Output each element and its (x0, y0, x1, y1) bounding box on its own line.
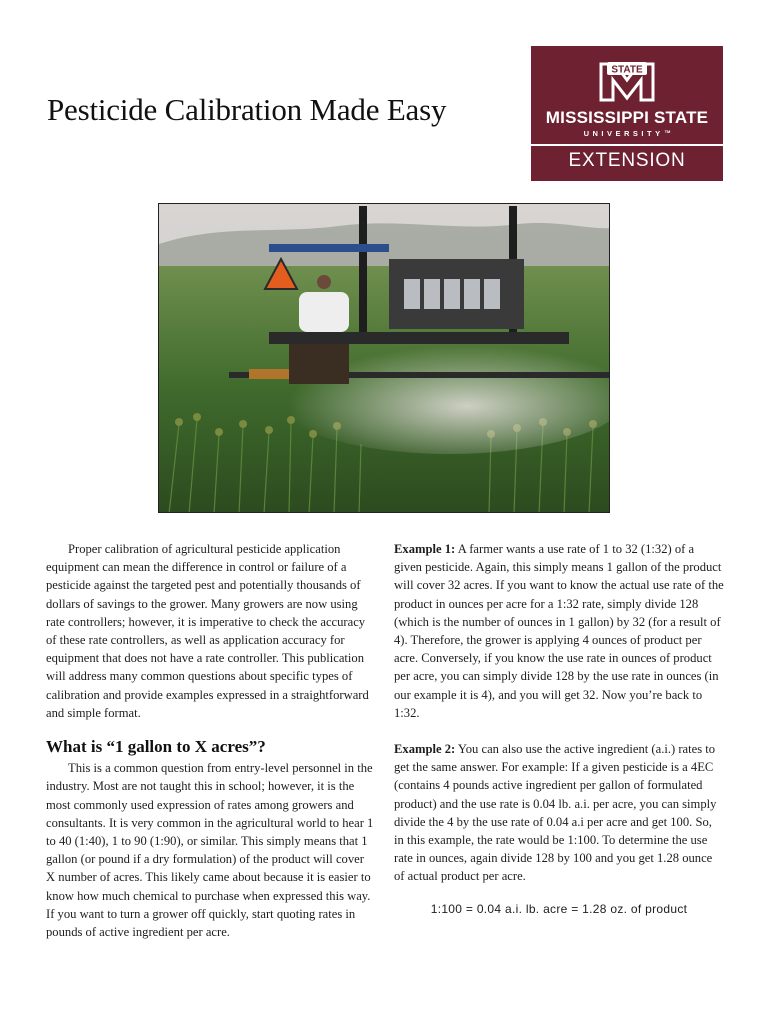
logo-university-word: UNIVERSITY (583, 129, 664, 138)
logo-divider (531, 144, 723, 146)
example-1-label: Example 1: (394, 542, 456, 556)
section-body: This is a common question from entry-level personnel in the industry. Most are not taught this in school; however, it is the most commonly used expression of rates among growers and consultants. It is very common in the agricultural world to hear 1 to 40 (1:40), 1 to 90 (1:90), or similar. This simply means that 1 gallon (or pound if a dry formulation) of the product will cover X number of acres. This likely came about because it is easier to know how much chemical to purchase when expressed this way. If you want to turn a grower off quickly, start quoting rates in pounds of active ingredient per acre. (46, 761, 374, 940)
equation: 1:100 = 0.04 a.i. lb. acre = 1.28 oz. of product (430, 901, 688, 916)
example-2-text: You can also use the active ingredient (a.i.) rates to get the same answer. For example: If a given pesticide is a 4EC (contains 4 pounds active ingredient per gallon of formulated product) and the use rate is 0.04 lb. a.i. per acre, you can simply divide the 4 by the use rate of 0.04 a.i per acre and get 100. So, in this example, the rate would be 1:100. To determine the use rate in ounces, again divide 128 by 100 and you get 1.28 ounce of actual product per acre. (394, 742, 717, 884)
logo-university-line (531, 129, 723, 138)
left-column (46, 540, 376, 941)
paragraph-gap (394, 722, 724, 740)
logo-extension: EXTENSION (568, 150, 686, 171)
msu-m-emblem-icon (597, 58, 657, 102)
example-2-paragraph (394, 740, 724, 886)
example-2-label: Example 2: (394, 742, 456, 757)
right-column (394, 540, 724, 918)
logo-tm: TM (664, 129, 671, 134)
msu-extension-logo (531, 46, 723, 181)
intro-paragraph: Proper calibration of agricultural pesticide application equipment can mean the difference in control or failure of a pesticide against the targeted pest and potentially thousands of dollars of savings to the grower. Many growers are now using rate controllers; however, it is imperative to check the accuracy of these rate controllers, as well as application accuracy for equipment that does not have a rate controller. This publication will address many common questions about specific types of calibration and provide examples expressed in a straightforward and simple format. (46, 542, 369, 720)
emblem-state-text: STATE (611, 64, 643, 76)
logo-university-name: MISSISSIPPI STATE (545, 108, 709, 127)
sprayer-in-field-photo (158, 203, 610, 513)
example-1-text: A farmer wants a use rate of 1 to 32 (1:32) of a given pesticide. Again, this simply means 1 gallon of the product will cover 32 acres. If you want to know the actual use rate of the product in ounces per acre for a 1:32 rate, simply divide 128 (which is the number of ounces in 1 gallon) by 32 (for a result of 4). Therefore, the grower is applying 4 ounces of product per acre. Conversely, if you know the use rate in ounces of product per acre, you can simply divide 128 by the use rate in ounces (in our example it is 4), and you will get 32. Now you’re back to 1:32. (394, 542, 724, 720)
example-1-paragraph (394, 540, 724, 722)
section-heading: What is “1 gallon to X acres”? (46, 737, 266, 757)
photo-illustration (159, 204, 610, 513)
page-title: Pesticide Calibration Made Easy (47, 92, 447, 127)
